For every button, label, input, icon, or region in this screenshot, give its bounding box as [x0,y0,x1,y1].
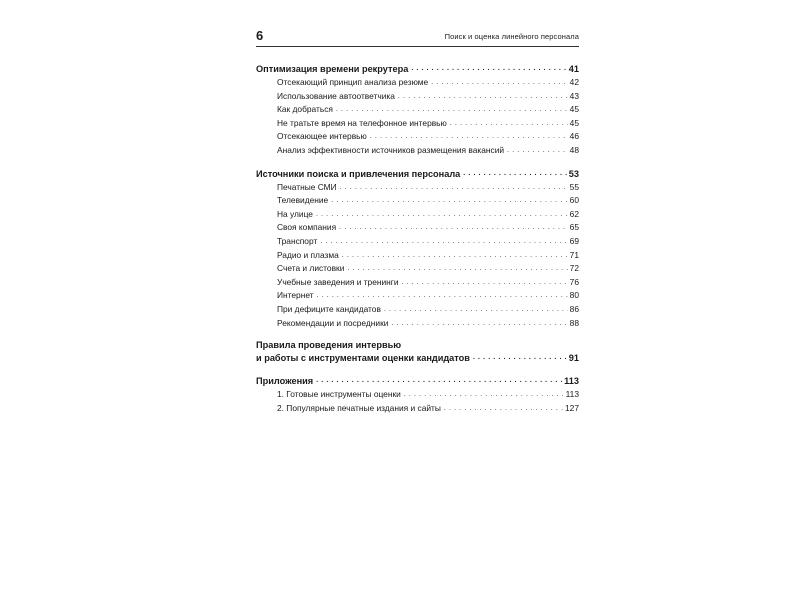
page-number: 6 [256,28,264,43]
toc-section-heading[interactable]: Источники поиска и привлечения персонала . . . 53 [256,167,579,181]
toc-entry[interactable]: Рекомендации и посредники . . . 88 [256,317,579,331]
toc-section [256,339,579,365]
toc-section-heading[interactable]: Приложения . . . 113 [256,374,579,388]
toc-entry[interactable]: Не тратьте время на телефонное интервью . . . 45 [256,117,579,131]
toc-entry[interactable]: Телевидение . . . 60 [256,194,579,208]
toc-entry[interactable]: Радио и плазма . . . 71 [256,249,579,263]
toc-section-heading-line1[interactable]: Правила проведения интервью [256,340,402,351]
toc-section-heading[interactable]: и работы с инструментами оценки кандидатов . . . 91 [256,351,579,365]
toc-entry[interactable]: Транспорт . . . 69 [256,235,579,249]
toc-entry[interactable]: Анализ эффективности источников размещения вакансий . . . 48 [256,144,579,158]
table-of-contents [256,62,579,424]
toc-entry[interactable]: Своя компания . . . 65 [256,221,579,235]
book-page [256,28,579,468]
toc-entry[interactable]: На улице . . . 62 [256,208,579,222]
toc-entry[interactable]: Как добраться . . . 45 [256,103,579,117]
toc-entry[interactable]: При дефиците кандидатов . . . 86 [256,303,579,317]
toc-section [256,62,579,158]
toc-entry[interactable]: Использование автоответчика . . . 43 [256,90,579,104]
toc-entry[interactable]: Счета и листовки . . . 72 [256,262,579,276]
page-header [256,28,579,47]
toc-entry[interactable]: 2. Популярные печатные издания и сайты . . . 127 [256,402,579,416]
toc-entry[interactable]: Интернет . . . 80 [256,289,579,303]
toc-entry[interactable]: Отсекающий принцип анализа резюме . . . 42 [256,76,579,90]
toc-section-heading[interactable]: Оптимизация времени рекрутера . . . 41 [256,62,579,76]
running-title: Поиск и оценка линейного персонала [444,32,579,41]
toc-entry[interactable]: Отсекающее интервью . . . 46 [256,130,579,144]
toc-section [256,167,579,331]
toc-entry[interactable]: 1. Готовые инструменты оценки . . . 113 [256,388,579,402]
toc-entry[interactable]: Учебные заведения и тренинги . . . 76 [256,276,579,290]
toc-section [256,374,579,415]
toc-entry[interactable]: Печатные СМИ . . . 55 [256,181,579,195]
